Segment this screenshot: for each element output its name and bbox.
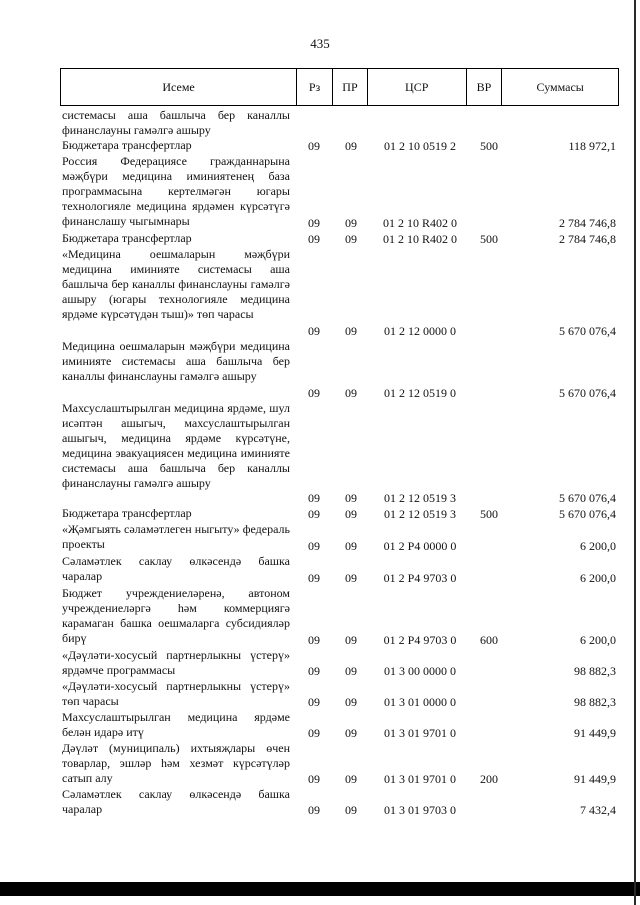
row-sum: 2 784 746,8 [559, 216, 616, 230]
header-pr: ПР [332, 69, 367, 105]
row-name: «Дәүләти-хосусый партнерлыкны үстерү» төп чарасы [62, 679, 290, 708]
row-sum: 98 882,3 [574, 695, 616, 709]
row-name: Сәламәтлек саклау өлкәсендә башка чаралар [62, 787, 290, 816]
row-csr [372, 123, 468, 138]
row-name: «Дәүләти-хосусый партнерлыкны үстерү» ярдәмче программасы [62, 648, 290, 677]
row-csr: 01 2 P4 0000 0 [383, 539, 457, 553]
row-vr [474, 664, 504, 679]
row-vr [474, 324, 504, 339]
row-name: Махсуслаштырылган медицина ярдәме, шул исәптән ашыгыч, махсуслаштырылган ашыгыч, медицина ярдәме күрсәтүне, медицина эвакуациясен медицина иминияте системасы аша башлыча бер каналлы финанслауны гамәлгә ашыру [62, 401, 290, 490]
row-rz: 09 [308, 633, 320, 647]
table-row [0, 154, 640, 231]
table-row [0, 787, 640, 818]
row-sum: 6 200,0 [580, 571, 616, 585]
row-rz: 09 [308, 386, 320, 400]
row-vr: 600 [480, 633, 498, 647]
row-name: Сәламәтлек саклау өлкәсендә башка чаралар [62, 554, 290, 583]
row-name: Бюджетара трансфертлар [62, 138, 192, 152]
table-row [0, 231, 640, 247]
row-pr: 09 [345, 232, 357, 246]
row-rz: 09 [308, 539, 320, 553]
row-sum: 118 972,1 [568, 139, 616, 153]
row-pr: 09 [345, 695, 357, 709]
row-vr [474, 123, 504, 138]
row-rz: 09 [308, 803, 320, 817]
row-rz: 09 [308, 507, 320, 521]
table-row [0, 506, 640, 522]
row-name: Бюджетара трансфертлар [62, 506, 192, 520]
row-vr: 200 [480, 772, 498, 786]
row-pr: 09 [345, 664, 357, 678]
row-sum: 7 432,4 [580, 803, 616, 817]
table-row [0, 679, 640, 710]
row-rz [302, 123, 326, 138]
row-rz: 09 [308, 664, 320, 678]
row-name: Дәүләт (муниципаль) ихтыяҗлары өчен товарлар, эшләр һәм хезмәт күрсәтүләр сатып алу [62, 741, 290, 785]
row-rz: 09 [308, 695, 320, 709]
table-body [0, 108, 640, 818]
row-name: «Җәмгыять сәламәтлеген ныгыту» федераль проекты [62, 522, 290, 551]
scan-right-edge [634, 0, 636, 905]
table-row [0, 648, 640, 679]
table-row [0, 522, 640, 554]
row-vr [474, 803, 504, 818]
table-row [0, 741, 640, 787]
row-vr: 500 [480, 139, 498, 153]
row-csr: 01 2 P4 9703 0 [383, 571, 457, 585]
row-pr: 09 [345, 772, 357, 786]
header-name: Исеме [162, 79, 195, 94]
row-name: Бюджетара трансфертлар [62, 231, 192, 245]
row-sum: 6 200,0 [580, 633, 616, 647]
row-csr: 01 2 10 R402 0 [382, 232, 457, 246]
scan-bottom-border [0, 882, 640, 896]
row-vr: 500 [480, 232, 498, 246]
row-csr: 01 2 12 0519 3 [384, 491, 456, 505]
row-name: Россия Федерациясе гражданнарына мәҗбүри медицина иминиятенең база программасына кертелмәгән югары технологияле медицина ярдәмен күрсәтүгә финанслашу чыгымнары [62, 154, 290, 228]
table-row [0, 108, 640, 138]
row-sum: 5 670 076,4 [559, 386, 616, 400]
row-sum [515, 123, 616, 138]
row-pr: 09 [345, 324, 357, 338]
row-sum: 5 670 076,4 [559, 507, 616, 521]
table-row [0, 401, 640, 506]
row-pr: 09 [345, 803, 357, 817]
row-name: Бюджет учреждениеләренә, автоном учреждениеләргә һәм коммерциягә карамаган башка оешмаларга субсидияләр бирү [62, 586, 290, 645]
table-row [0, 138, 640, 154]
row-rz: 09 [308, 216, 320, 230]
row-pr [339, 123, 363, 138]
row-vr [474, 386, 504, 401]
row-rz: 09 [308, 772, 320, 786]
row-rz: 09 [308, 726, 320, 740]
row-rz: 09 [308, 571, 320, 585]
row-vr [474, 726, 504, 741]
row-sum: 5 670 076,4 [559, 324, 616, 338]
row-rz: 09 [308, 232, 320, 246]
table-header [60, 68, 619, 106]
row-sum: 91 449,9 [574, 772, 616, 786]
row-rz: 09 [308, 324, 320, 338]
row-csr: 01 3 01 9703 0 [384, 803, 456, 817]
row-pr: 09 [345, 216, 357, 230]
row-name: «Медицина оешмаларын мәҗбүри медицина иминияте системасы аша башлыча бер каналлы финанслауны гамәлгә ашыру (югары технологияле медицина ярдәме күрсәтүдән тыш)» төп чарасы [62, 247, 290, 321]
header-rz: Рз [296, 69, 332, 105]
row-sum: 98 882,3 [574, 664, 616, 678]
row-sum: 2 784 746,8 [559, 232, 616, 246]
header-sum: Суммасы [501, 69, 618, 105]
row-sum: 91 449,9 [574, 726, 616, 740]
row-vr [474, 539, 504, 554]
row-pr: 09 [345, 386, 357, 400]
table-row [0, 586, 640, 648]
row-name: системасы аша башлыча бер каналлы финанслауны гамәлгә ашыру [62, 108, 290, 137]
row-pr: 09 [345, 726, 357, 740]
row-csr: 01 2 10 0519 2 [384, 139, 456, 153]
row-csr: 01 3 00 0000 0 [384, 664, 456, 678]
row-pr: 09 [345, 571, 357, 585]
row-csr: 01 2 12 0519 3 [384, 507, 456, 521]
row-vr [474, 571, 504, 586]
row-vr [474, 695, 504, 710]
row-vr [474, 491, 504, 506]
table-row [0, 339, 640, 401]
row-csr: 01 2 12 0519 0 [384, 386, 456, 400]
row-csr: 01 2 10 R402 0 [382, 216, 457, 230]
row-csr: 01 3 01 9701 0 [384, 726, 456, 740]
row-csr: 01 2 P4 9703 0 [383, 633, 457, 647]
row-rz: 09 [308, 139, 320, 153]
row-name: Медицина оешмаларын мәҗбүри медицина иминияте системасы аша башлыча бер каналлы финанслауны гамәлгә ашыру [62, 339, 290, 383]
row-pr: 09 [345, 539, 357, 553]
page-number: 435 [310, 36, 330, 51]
table-row [0, 554, 640, 586]
header-csr: ЦСР [367, 69, 466, 105]
row-sum: 5 670 076,4 [559, 491, 616, 505]
row-pr: 09 [345, 491, 357, 505]
row-rz: 09 [308, 491, 320, 505]
row-pr: 09 [345, 507, 357, 521]
row-vr: 500 [480, 507, 498, 521]
row-name: Махсуслаштырылган медицина ярдәме белән идарә итү [62, 710, 290, 739]
row-pr: 09 [345, 139, 357, 153]
row-csr: 01 3 01 0000 0 [384, 695, 456, 709]
row-sum: 6 200,0 [580, 539, 616, 553]
header-vr: ВР [466, 69, 502, 105]
table-row [0, 247, 640, 339]
row-csr: 01 2 12 0000 0 [384, 324, 456, 338]
row-vr [474, 216, 504, 231]
row-csr: 01 3 01 9701 0 [384, 772, 456, 786]
row-pr: 09 [345, 633, 357, 647]
table-row [0, 710, 640, 741]
